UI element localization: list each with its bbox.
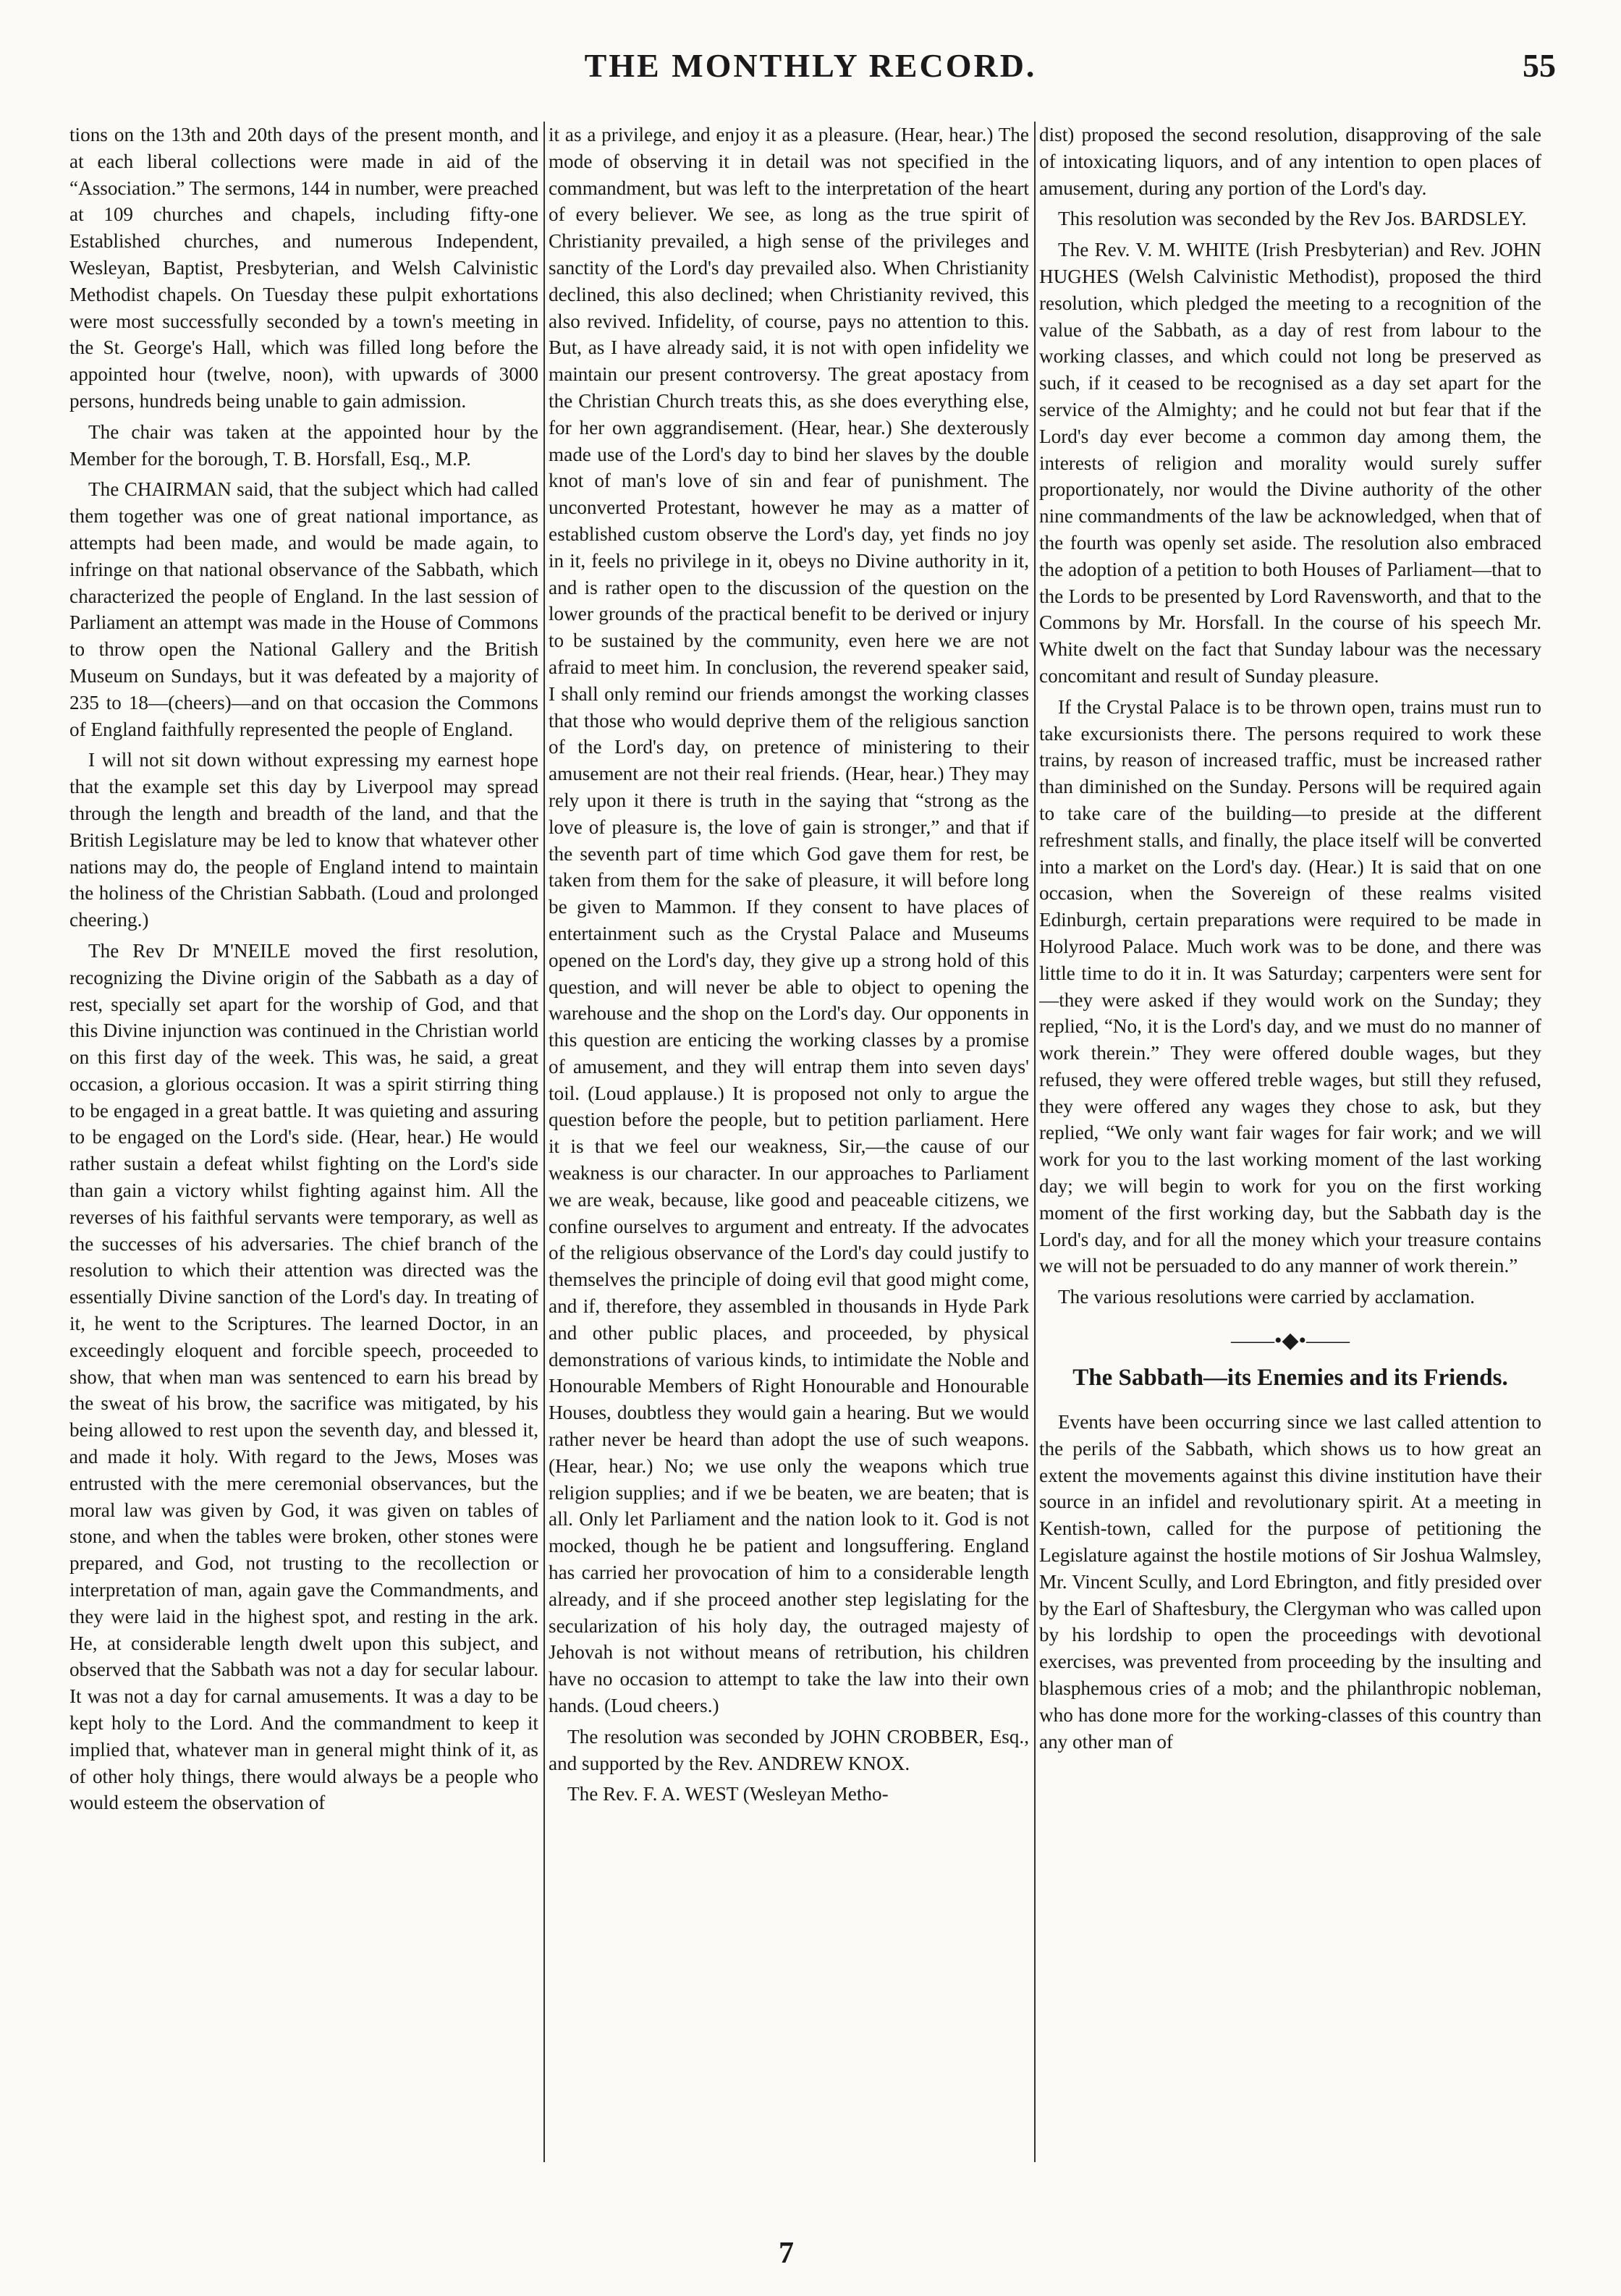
paragraph: If the Crystal Palace is to be thrown open, trains must run to take excursionists there. The persons required to work these trains, by reason of increased traffic, must be increased rather than diminished on the Sunday. Persons will be required again to take care of the building—to preside at the different refreshment stalls, and finally, the place itself will be converted into a market on the Lord's day. (Hear.) It is said that on one occasion, when the Sovereign of these realms visited Edinburgh, certain preparations were required to be made in Holyrood Palace. Much work was to be done, and there was little time to do it in. It was Saturday; carpenters were sent for—they were asked if they would work on the Sunday; they replied, “No, it is the Lord's day, and we must do no manner of work therein.” They were offered double wages, but they refused, they were offered treble wages, but still they refused, they were offered any wages they chose to ask, but they replied, “We only want fair wages for fair work; and we will work for you to the last working moment of the last working day; we will begin to work for you on the first working moment of the first working day, but the Sabbath day is the Lord's day, and for all the money which your treasure contains we will not be persuaded to do any manner of work therein.” [1039,695,1541,1277]
running-head [65,46,1556,90]
paragraph: I will not sit down without expressing my earnest hope that the example set this day by Liverpool may spread through the length and breadth of the land, and that the British Legislature may be led to know that whatever other nations may do, the people of England intend to maintain the holiness of the Christian Sabbath. (Loud and prolonged cheering.) [69,749,538,931]
paragraph: tions on the 13th and 20th days of the present month, and at each liberal collections were made in aid of the “Association.” The sermons, 144 in number, were preached at 109 churches and chapels, including fifty-one Established churches, and numerous Independent, Wesleyan, Baptist, Presbyterian, and Welsh Calvinistic Methodist chapels. On Tuesday these pulpit exhortations were most successfully seconded by a town's meeting in the St. George's Hall, which was filled long before the appointed hour (twelve, noon), with upwards of 3000 persons, hundreds being unable to gain admission. [69,124,538,412]
text-column-1 [69,122,538,2177]
section-ornament: ——•◆•—— [1230,1329,1350,1353]
text-column-3 [1039,122,1541,2177]
paragraph: dist) proposed the second resolution, disapproving of the sale of intoxicating liquors, and of any intention to open places of amusement, during any portion of the Lord's day. [1039,124,1541,199]
paragraph: The Rev. V. M. WHITE (Irish Presbyterian) and Rev. JOHN HUGHES (Welsh Calvinistic Methodist), proposed the third resolution, which pledged the meeting to a recognition of the value of the Sabbath, as a day of rest from labour to the working classes, and which could not long be preserved as such, if it ceased to be recognised as a day set apart for the service of the Almighty; and he could not but fear that if the Lord's day ever become a common day among them, the interests of religion and morality would surely suffer proportionately, nor would the Divine authority of the other nine commandments of the law be acknowledged, when that of the fourth was openly set aside. The resolution also embraced the adoption of a petition to both Houses of Parliament—that to the Lords to be presented by Lord Ravensworth, and that to the Commons by Mr. Horsfall. In the course of his speech Mr. White dwelt on the fact that Sunday labour was the necessary concomitant and result of Sunday pleasure. [1039,239,1541,687]
article-heading: The Sabbath—its Enemies and its Friends. [1072,1365,1508,1391]
text-column-2 [549,122,1029,2177]
column-rule [543,122,545,2162]
paragraph: The resolution was seconded by JOHN CROBBER, Esq., and supported by the Rev. ANDREW KNOX. [549,1725,1029,1774]
signature-mark: 7 [779,2237,794,2270]
running-title: THE MONTHLY RECORD. [584,47,1037,84]
column-rule [1034,122,1036,2162]
paragraph: The chair was taken at the appointed hour by the Member for the borough, T. B. Horsfall, Esq., M.P. [69,420,538,470]
paragraph: The Rev. F. A. WEST (Wesleyan Metho- [567,1783,889,1805]
paragraph: This resolution was seconded by the Rev Jos. BARDSLEY. [1058,208,1527,230]
paragraph: Events have been occurring since we last called attention to the perils of the Sabbath, which shows us to how great an extent the movements against this divine institution have their source in an infidel and revolutionary spirit. At a meeting in Kentish-town, called for the purpose of petitioning the Legislature against the hostile motions of Sir Joshua Walmsley, Mr. Vincent Scully, and Lord Ebrington, and fitly presided over by the Earl of Shaftesbury, the Clergyman who was called upon by his lordship to open the proceedings with devotional exercises, was prevented from proceeding by the insulting and blasphemous cries of a mob; and the philanthropic nobleman, who has done more for the working-classes of this country than any other man of [1039,1411,1541,1753]
paragraph: The CHAIRMAN said, that the subject which had called them together was one of great national importance, as attempts had been made, and would be made again, to infringe on that national observance of the Sabbath, which characterized the people of England. In the last session of Parliament an attempt was made in the House of Commons to throw open the National Gallery and the British Museum on Sundays, but it was defeated by a majority of 235 to 18—(cheers)—and on that occasion the Commons of England faithfully represented the people of England. [69,478,538,740]
page-number: 55 [1523,47,1556,84]
paragraph: it as a privilege, and enjoy it as a pleasure. (Hear, hear.) The mode of observing it in detail was not specified in the commandment, but was left to the interpretation of the heart of every believer. We see, as long as the true spirit of Christianity prevailed, a high sense of the privileges and sanctity of the Lord's day prevailed also. When Christianity declined, this also declined; when Christianity revived, this also revived. Infidelity, of course, pays no attention to this. But, as I have already said, it is not with open infidelity we maintain our present controversy. The great apostacy from the Christian Church treats this, as she does everything else, for her own aggrandisement. (Hear, hear.) She dexterously made use of the Lord's day to bind her slaves by the double knot of man's love of sin and fear of punishment. The unconverted Protestant, however he may as a matter of established custom observe the Lord's day, yet finds no joy in it, feels no privilege in it, obeys no Divine authority in it, and is rather open to the discussion of the question on the lower grounds of the practical benefit to be derived or injury to be sustained by the community, even here we are not afraid to meet him. In conclusion, the reverend speaker said, I shall only remind our friends amongst the working classes that those who would deprive them of the religious sanction of the Lord's day, on pretence of ministering to their amusement are not their real friends. (Hear, hear.) They may rely upon it there is truth in the saying that “strong as the love of pleasure is, the love of gain is stronger,” and that if the seventh part of time which God gave them for rest, be taken from them for the sake of pleasure, it will before long be given to Mammon. If they consent to have places of entertainment such as the Crystal Palace and Museums opened on the Lord's day, they give up a strong hold of this question, and will never be able to object to opening the warehouse and the shop on the Lord's day. Our opponents in this question are enticing the working classes by a promise of amusement, and they will entrap them into seven days' toil. (Loud applause.) It is proposed not only to argue the question before the people, but to petition parliament. Here it is that we feel our weakness, Sir,—the cause of our weakness is our character. In our approaches to Parliament we are weak, because, like good and peaceable citizens, we confine ourselves to argument and entreaty. If the advocates of the religious observance of the Lord's day could justify to themselves the principle of doing evil that good might come, and if, therefore, they assembled in thousands in Hyde Park and other public places, and proceeded, by physical demonstrations of various kinds, to intimidate the Noble and Honourable Members of Right Honourable and Honourable Houses, doubtless they would gain a hearing. But we would rather never be heard than adopt the use of such weapons. (Hear, hear.) No; we use only the weapons which true religion supplies; and if we be beaten, we are beaten; that is all. Only let Parliament and the nation look to it. God is not mocked, though he be patient and longsuffering. England has carried her provocation of him to a considerable length already, and if she proceed another step legislating for the secularization of his holy day, the outraged majesty of Jehovah is not without means of retribution, his children have no occasion to attempt to take the law into their own hands. (Loud cheers.) [549,124,1029,1717]
paragraph: The various resolutions were carried by acclamation. [1058,1286,1475,1308]
paragraph: The Rev Dr M'NEILE moved the first resolution, recognizing the Divine origin of the Sabbath as a day of rest, specially set apart for the worship of God, and that this Divine injunction was continued in the Christian world on this first day of the week. This was, he said, a great occasion, a glorious occasion. It was a spirit stirring thing to be engaged in a great battle. It was quieting and assuring to be engaged on the Lord's side. (Hear, hear.) He would rather sustain a defeat whilst fighting on the Lord's side than gain a victory whilst fighting against him. All the reverses of his faithful servants were temporary, as well as the successes of his adversaries. The chief branch of the resolution to which their attention was directed was the essentially Divine sanction of the Lord's day. In treating of it, he went to the Scriptures. The learned Doctor, in an exceedingly eloquent and forcible speech, proceeded to show, that when man was sentenced to earn his bread by the sweat of his brow, the sacrifice was mitigated, by his being allowed to rest upon the seventh day, and blessed it, and made it holy. With regard to the Jews, Moses was entrusted with the mere ceremonial observances, but the moral law was given by God, it was given on tables of stone, and when the tables were broken, other stones were prepared, and God, not trusting to the recollection or interpretation of man, again gave the Commandments, and they were laid in the highest spot, and resting in the ark. He, at considerable length dwelt upon this subject, and observed that the Sabbath was not a day for secular labour. It was not a day for carnal amusements. It was a day to be kept holy to the Lord. And the commandment to keep it implied that, whatever man in general might think of it, as of other holy things, there would always be a people who would esteem the observation of [69,939,538,1814]
